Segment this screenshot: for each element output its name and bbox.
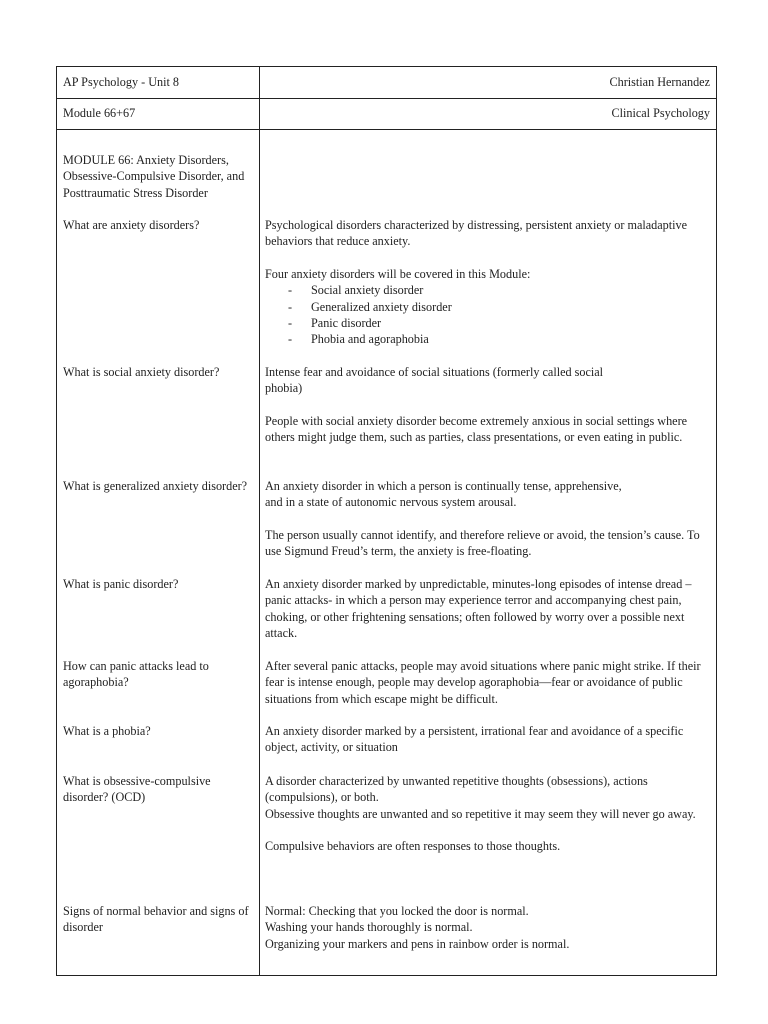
answer-text: Washing your hands thoroughly is normal. (265, 920, 473, 935)
student-name: Christian Hernandez (609, 75, 710, 89)
column-divider (259, 67, 260, 975)
question-generalized-anxiety: What is generalized anxiety disorder? (63, 479, 248, 493)
answer-text: Psychological disorders characterized by distressing, persistent anxiety or maladaptive behaviors that reduce anxiety. (265, 218, 688, 249)
list-item: - Panic disorder (265, 315, 710, 331)
answer-panic-agoraphobia (265, 658, 710, 707)
answer-text: Intense fear and avoidance of social situations (formerly called social phobia) (265, 365, 604, 396)
answer-phobia (265, 723, 710, 756)
answer-panic-disorder (265, 576, 710, 642)
answer-text: Normal: Checking that you locked the door is normal. (265, 904, 529, 918)
answer-anxiety-disorders (265, 217, 710, 348)
module-number: Module 66+67 (63, 106, 136, 120)
question-ocd: What is obsessive-compulsive disorder? (OCD) (63, 774, 211, 805)
module-heading: MODULE 66: Anxiety Disorders, Obsessive-Compulsive Disorder, and Posttraumatic Stress Disorder (63, 153, 245, 200)
question-panic-agoraphobia: How can panic attacks lead to agoraphobia? (63, 659, 209, 690)
answer-text: An anxiety disorder marked by unpredictable, minutes-long episodes of intense dread – panic attacks- in which a person may experience terror and accompanying chest pain, choking, or other frightening sensations; often followed by worry over a possible next attack. (265, 577, 692, 641)
answer-text: People with social anxiety disorder become extremely anxious in social settings where others might judge them, such as parties, class presentations, or even eating in public. (265, 413, 688, 445)
answer-social-anxiety (265, 364, 710, 446)
answer-text: Organizing your markers and pens in rainbow order is normal. (265, 936, 570, 951)
list-item: - Generalized anxiety disorder (265, 299, 710, 315)
question-social-anxiety: What is social anxiety disorder? (63, 365, 220, 379)
anxiety-disorder-list (265, 282, 710, 348)
answer-ocd (265, 773, 710, 855)
header-row-module (57, 98, 716, 130)
answer-text: Compulsive behaviors are often responses to those thoughts. (265, 839, 561, 854)
answer-text: Four anxiety disorders will be covered in this Module: (265, 266, 531, 281)
answer-generalized-anxiety (265, 478, 710, 560)
course-title: AP Psychology - Unit 8 (63, 75, 180, 89)
question-anxiety-disorders: What are anxiety disorders? (63, 218, 200, 232)
answer-text: A disorder characterized by unwanted repetitive thoughts (obsessions), actions (compulsions), or both. (265, 774, 648, 805)
answer-text: Obsessive thoughts are unwanted and so repetitive it may seem they will never go away. (265, 806, 696, 821)
list-item: - Social anxiety disorder (265, 282, 710, 298)
answer-text: An anxiety disorder marked by a persistent, irrational fear and avoidance of a specific object, activity, or situation (265, 724, 684, 755)
answer-normal-vs-disorder (265, 903, 710, 952)
notes-table (56, 66, 717, 976)
answer-text: An anxiety disorder in which a person is continually tense, apprehensive, and in a state of autonomic nervous system arousal. (265, 479, 622, 510)
question-normal-vs-disorder: Signs of normal behavior and signs of disorder (63, 904, 249, 935)
header-row-course (57, 67, 716, 99)
answer-text: The person usually cannot identify, and therefore relieve or avoid, the tension’s cause. To use Sigmund Freud’s term, the anxiety is free-floating. (265, 527, 700, 559)
list-item: - Phobia and agoraphobia (265, 331, 710, 347)
answer-text: After several panic attacks, people may avoid situations where panic might strike. If their fear is intense enough, people may develop agoraphobia—fear or avoidance of public situations from which escape might be difficult. (265, 659, 701, 706)
question-panic-disorder: What is panic disorder? (63, 577, 179, 591)
question-phobia: What is a phobia? (63, 724, 151, 738)
topic-title: Clinical Psychology (611, 106, 710, 120)
